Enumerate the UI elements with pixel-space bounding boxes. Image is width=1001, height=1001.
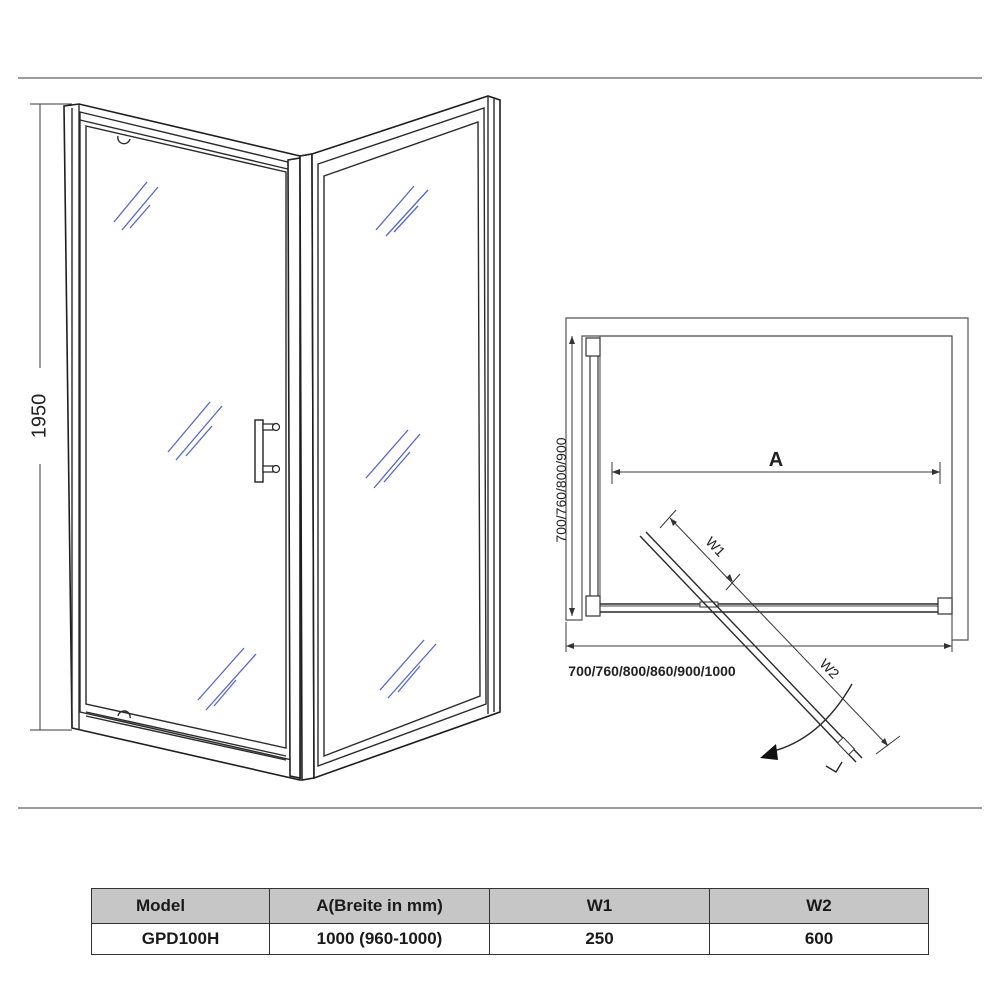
specification-table [91,888,929,955]
header-w1: W1 [490,889,710,924]
header-width: A(Breite in mm) [270,889,490,924]
header-model: Model [92,889,270,924]
shower-door [64,104,314,780]
plan-depth-label: 700/760/800/900 [553,437,569,543]
plan-width-label: 700/760/800/860/900/1000 [568,663,736,679]
plan-w1-label: W1 [702,533,729,560]
table-row [92,924,929,955]
cell-model: GPD100H [92,924,270,955]
height-label: 1950 [28,393,51,439]
cell-w1: 250 [490,924,710,955]
header-w2: W2 [710,889,929,924]
plan-a-label: A [768,449,784,471]
shower-side-panel [300,96,500,778]
plan-w2-label: W2 [816,655,843,682]
table-header-row [92,889,929,924]
cell-width: 1000 (960-1000) [270,924,490,955]
cell-w2: 600 [710,924,929,955]
plan-view [553,318,968,772]
